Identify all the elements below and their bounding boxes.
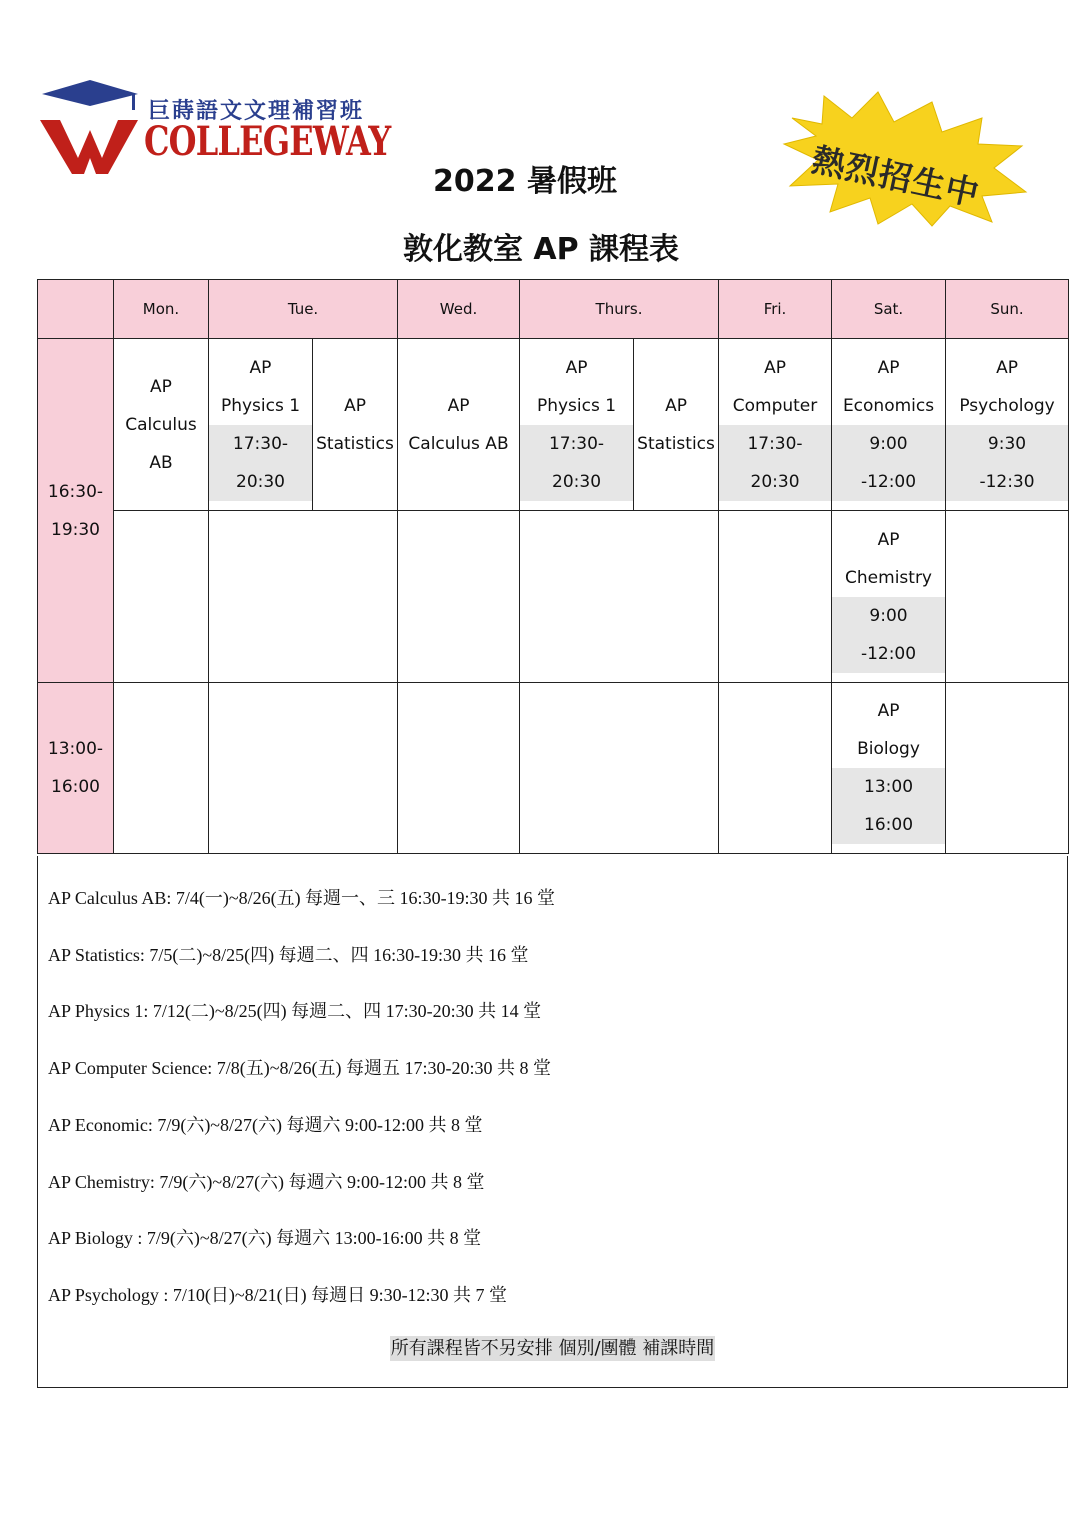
course-tue-physics: AP Physics 1 17:30- 20:30 — [209, 339, 313, 511]
time-start: 16:30- — [47, 481, 104, 502]
empty-cell — [520, 683, 719, 854]
empty-cell — [719, 511, 832, 683]
schedule-row — [38, 339, 1069, 511]
course-fri-computer: AP Computer 17:30- 20:30 — [719, 339, 832, 511]
header-sun: Sun. — [946, 280, 1069, 339]
empty-cell — [946, 511, 1069, 683]
course-thu-physics: AP Physics 1 17:30- 20:30 — [520, 339, 634, 511]
header-mon: Mon. — [114, 280, 209, 339]
course-wed-calculus: AP Calculus AB — [398, 339, 520, 511]
header-tue: Tue. — [209, 280, 398, 339]
page-subtitle: 敦化教室 AP 課程表 — [402, 232, 680, 267]
note-line: AP Chemistry: 7/9(六)~8/27(六) 每週六 9:00-12:00 共 8 堂 — [48, 1172, 485, 1192]
course-sun-psychology: AP Psychology 9:30 -12:30 — [946, 339, 1069, 511]
footer-note — [38, 1334, 1067, 1360]
note-line: AP Economic: 7/9(六)~8/27(六) 每週六 9:00-12:00 共 8 堂 — [48, 1115, 483, 1135]
note-line: AP Physics 1: 7/12(二)~8/25(四) 每週二、四 17:30-20:30 共 14 堂 — [48, 1001, 542, 1021]
note-line: AP Psychology : 7/10(日)~8/21(日) 每週日 9:30-12:30 共 7 堂 — [48, 1285, 508, 1305]
empty-cell — [946, 683, 1069, 854]
header-sat: Sat. — [832, 280, 946, 339]
empty-cell — [209, 683, 398, 854]
time-slot-afternoon — [38, 683, 114, 854]
schedule-row — [38, 683, 1069, 854]
course-notes — [37, 856, 1068, 1388]
note-line: AP Computer Science: 7/8(五)~8/26(五) 每週五 17:30-20:30 共 8 堂 — [48, 1058, 552, 1078]
time-end: 16:00 — [51, 777, 100, 797]
header-thu: Thurs. — [520, 280, 719, 339]
note-line: AP Calculus AB: 7/4(一)~8/26(五) 每週一、三 16:30-19:30 共 16 堂 — [48, 888, 556, 908]
time-end: 19:30 — [51, 519, 100, 540]
header-corner — [38, 280, 114, 339]
footer-text: 所有課程皆不另安排 個別/團體 補課時間 — [390, 1338, 715, 1359]
empty-cell — [398, 511, 520, 683]
badge-text: 熱烈招生中 — [808, 139, 984, 214]
course-sat-economics: AP Economics 9:00 -12:00 — [832, 339, 946, 511]
header-row — [38, 280, 1069, 339]
logo-chinese-name: 巨蒔語文文理補習班 — [148, 98, 365, 124]
empty-cell — [114, 511, 209, 683]
note-line: AP Statistics: 7/5(二)~8/25(四) 每週二、四 16:30-19:30 共 16 堂 — [48, 945, 529, 965]
course-thu-statistics: AP Statistics — [634, 339, 719, 511]
schedule-table — [37, 279, 1069, 854]
time-start: 13:00- — [47, 739, 104, 759]
header-fri: Fri. — [719, 280, 832, 339]
schedule-row — [38, 511, 1069, 683]
empty-cell — [719, 683, 832, 854]
course-sat-biology: AP Biology 13:00 16:00 — [832, 683, 946, 854]
logo-english-name: COLLEGEWAY — [144, 118, 391, 165]
empty-cell — [398, 683, 520, 854]
empty-cell — [520, 511, 719, 683]
header-wed: Wed. — [398, 280, 520, 339]
empty-cell — [114, 683, 209, 854]
course-sat-chemistry: AP Chemistry 9:00 -12:00 — [832, 511, 946, 683]
time-slot-evening — [38, 339, 114, 683]
page-title: 2022 暑假班 — [433, 164, 617, 199]
course-tue-statistics: AP Statistics — [313, 339, 398, 511]
empty-cell — [209, 511, 398, 683]
note-line: AP Biology : 7/9(六)~8/27(六) 每週六 13:00-16:00 共 8 堂 — [48, 1228, 482, 1248]
course-mon-calculus: AP Calculus AB — [114, 339, 209, 511]
